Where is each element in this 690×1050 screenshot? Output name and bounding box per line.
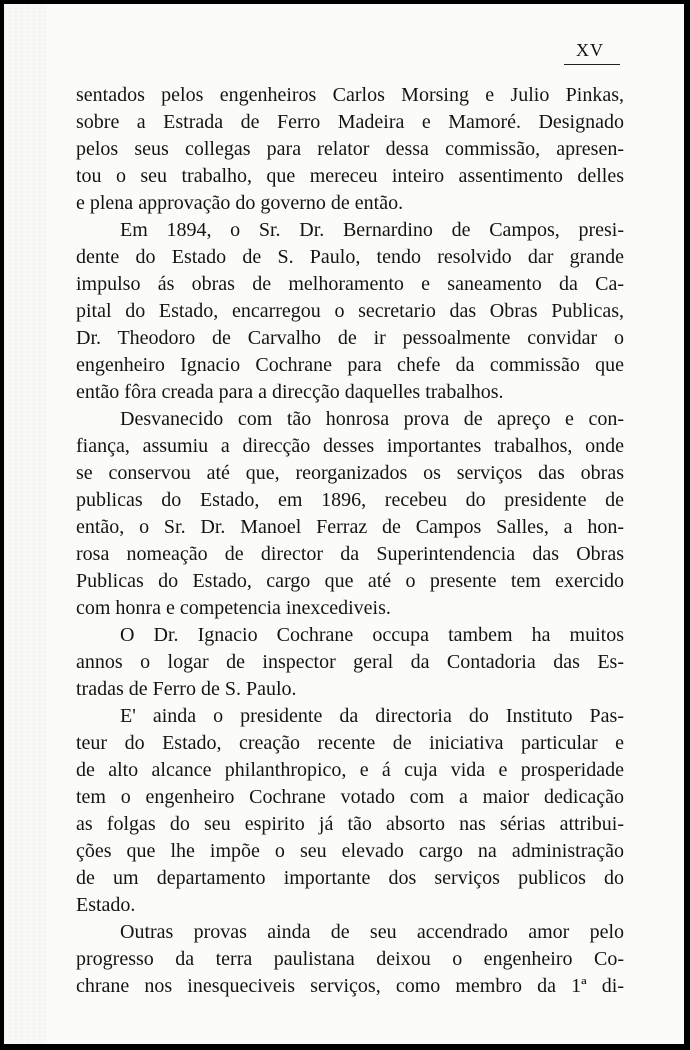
text-line: annos o logar de inspector geral da Contadoria das Es-: [76, 651, 624, 673]
text-line: com honra e competencia inexcediveis.: [76, 597, 391, 619]
text-line: Dr. Theodoro de Carvalho de ir pessoalmente convidar o: [76, 327, 624, 349]
text-line: Outras provas ainda de seu accendrado amor pelo: [120, 921, 624, 943]
text-line: engenheiro Ignacio Cochrane para chefe da commissão que: [76, 354, 624, 376]
text-line: sentados pelos engenheiros Carlos Morsing e Julio Pinkas,: [76, 84, 624, 106]
text-line: então fôra creada para a direcção daquelles trabalhos.: [76, 381, 504, 403]
text-line: se conservou até que, reorganizados os serviços das obras: [76, 462, 624, 484]
text-line: Publicas do Estado, cargo que até o presente tem exercido: [76, 570, 624, 592]
body-text: [76, 82, 624, 1000]
text-line: tradas de Ferro de S. Paulo.: [76, 678, 297, 700]
text-line: O Dr. Ignacio Cochrane occupa tambem ha muitos: [120, 624, 624, 646]
text-line: Desvanecido com tão honrosa prova de apreço e con-: [120, 408, 624, 430]
text-line: Estado.: [76, 894, 136, 916]
text-line: rosa nomeação de director da Superintendencia das Obras: [76, 543, 624, 565]
book-page: [4, 4, 684, 1044]
text-line: de alto alcance philanthropico, e á cuja vida e prosperidade: [76, 759, 624, 781]
page-number-rule: [564, 64, 620, 65]
text-line: tou o seu trabalho, que mereceu inteiro assentimento delles: [76, 165, 624, 187]
scan-gutter-shadow: [4, 4, 46, 1044]
text-line: teur do Estado, creação recente de iniciativa particular e: [76, 732, 624, 754]
text-line: impulso ás obras de melhoramento e saneamento da Ca-: [76, 273, 624, 295]
text-line: pelos seus collegas para relator dessa commissão, apresen-: [76, 138, 624, 160]
page-number: XV: [576, 40, 604, 60]
text-line: pital do Estado, encarregou o secretario das Obras Publicas,: [76, 300, 624, 322]
text-line: Em 1894, o Sr. Dr. Bernardino de Campos, presi-: [120, 219, 624, 241]
text-line: de um departamento importante dos serviços publicos do: [76, 867, 624, 889]
text-line: então, o Sr. Dr. Manoel Ferraz de Campos Salles, a hon-: [76, 516, 624, 538]
text-line: dente do Estado de S. Paulo, tendo resolvido dar grande: [76, 246, 624, 268]
text-line: progresso da terra paulistana deixou o engenheiro Co-: [76, 948, 624, 970]
text-line: as folgas do seu espirito já tão absorto nas sérias attribui-: [76, 813, 624, 835]
text-line: sobre a Estrada de Ferro Madeira e Mamoré. Designado: [76, 111, 624, 133]
text-line: E' ainda o presidente da directoria do Instituto Pas-: [120, 705, 624, 727]
text-line: ções que lhe impõe o seu elevado cargo na administração: [76, 840, 624, 862]
text-line: tem o engenheiro Cochrane votado com a maior dedicação: [76, 786, 624, 808]
text-line: fiança, assumiu a direcção desses importantes trabalhos, onde: [76, 435, 624, 457]
text-line: e plena approvação do governo de então.: [76, 192, 404, 214]
text-line: publicas do Estado, em 1896, recebeu do presidente de: [76, 489, 624, 511]
text-line: chrane nos inesqueciveis serviços, como membro da 1ª di-: [76, 975, 624, 997]
